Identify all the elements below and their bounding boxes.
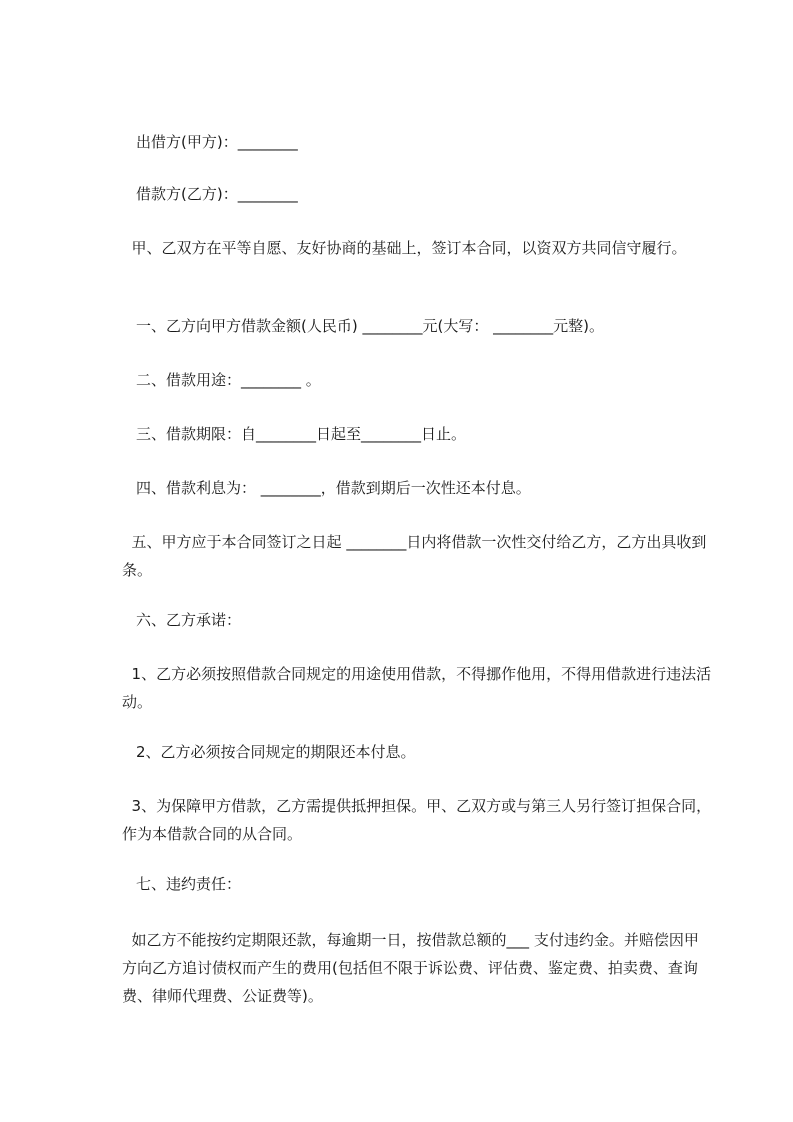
clause-7-title: 七、违约责任： [136,875,242,893]
clause-2: 二、借款用途：________ 。 [136,371,321,389]
intro-paragraph: 甲、乙双方在平等自愿、友好协商的基础上，签订本合同，以资双方共同信守履行。 [122,239,687,257]
lender-line: 出借方(甲方)：________ [136,133,298,151]
clause-6-item-2: 2、乙方必须按合同规定的期限还本付息。 [136,743,416,761]
clause-1: 一、乙方向甲方借款金额(人民币) ________元(大写： ________元整)。 [136,317,604,335]
clause-6-title: 六、乙方承诺： [136,611,242,629]
clause-4: 四、借款利息为： ________，借款到期后一次性还本付息。 [136,479,531,497]
clause-7-body: 如乙方不能按约定期限还款，每逾期一日，按借款总额的___ 支付违约金。并赔偿因甲方向乙方追讨债权而产生的费用(包括但不限于诉讼费、评估费、鉴定费、拍卖费、查询费、律师代理费、公证费等)。 [122,931,699,1005]
clause-6-item-3: 3、为保障甲方借款，乙方需提供抵押担保。甲、乙双方或与第三人另行签订担保合同，作为本借款合同的从合同。 [122,797,712,843]
clause-5: 五、甲方应于本合同签订之日起 ________日内将借款一次性交付给乙方，乙方出具收到条。 [122,533,707,579]
clause-6-item-1: 1、乙方必须按照借款合同规定的用途使用借款，不得挪作他用，不得用借款进行违法活动。 [122,665,712,711]
clause-3: 三、借款期限：自________日起至________日止。 [136,425,467,443]
borrower-line: 借款方(乙方)：________ [136,185,298,203]
